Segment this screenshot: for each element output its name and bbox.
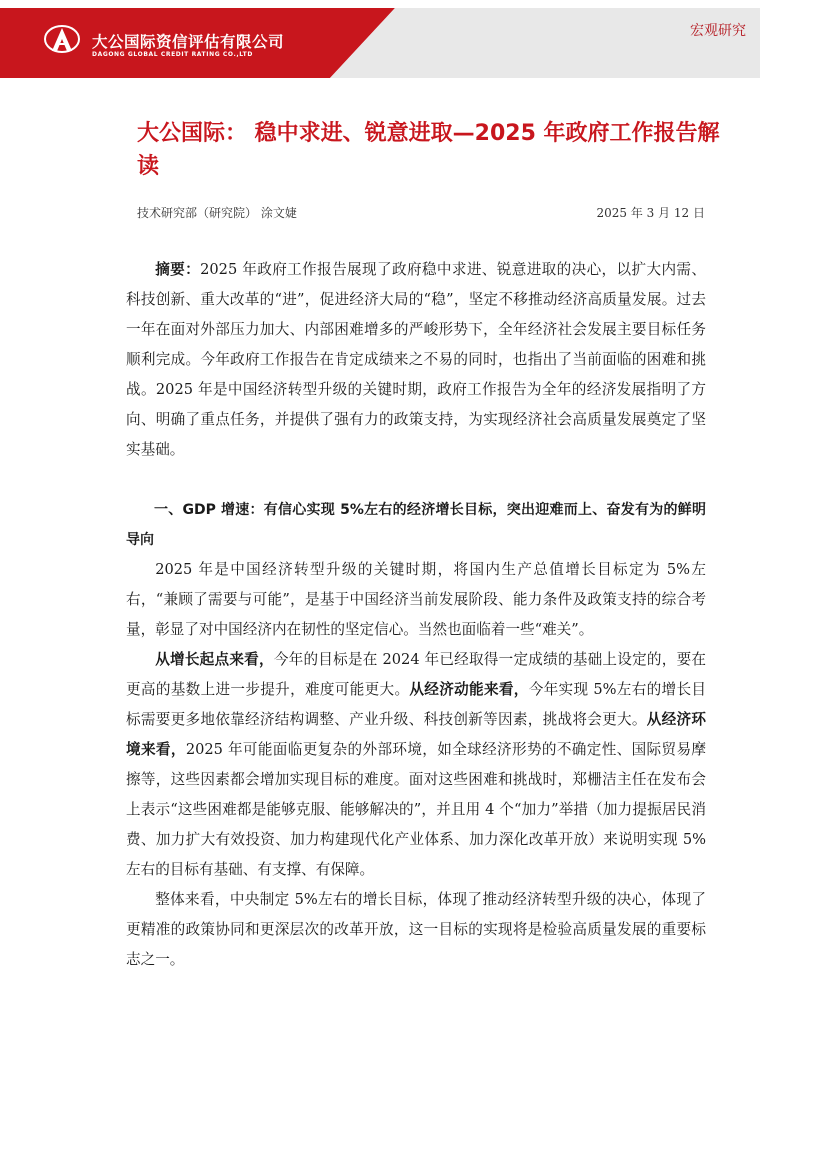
paragraph-text: 今年的目标是在 2024 年已经取得一定成绩的基础上设定的，要在更高的基数上进一步提升，难度可能更大。 — [126, 651, 706, 698]
bold-phrase: 从经济环境来看， — [126, 711, 706, 758]
section-paragraph: 整体来看，中央制定 5%左右的增长目标，体现了推动经济转型升级的决心，体现了更精准的政策协同和更深层次的改革开放，这一目标的实现将是检验高质量发展的重要标志之一。 — [126, 891, 706, 968]
report-body — [126, 255, 706, 975]
author: 技术研究部（研究院） 涂文婕 — [137, 206, 297, 220]
section-label: 宏观研究 — [690, 23, 746, 39]
page-header — [0, 0, 826, 80]
company-logo — [44, 24, 285, 64]
company-name-en: DAGONG GLOBAL CREDIT RATING CO.,LTD — [92, 51, 253, 58]
report-title: 大公国际： 稳中求进、锐意进取—2025 年政府工作报告解读 — [137, 121, 720, 179]
section-paragraph — [126, 645, 706, 885]
abstract-label: 摘要： — [155, 261, 201, 278]
section-paragraph: 2025 年是中国经济转型升级的关键时期，将国内生产总值增长目标定为 5%左右，“兼顾了需要与可能”，是基于中国经济当前发展阶段、能力条件及政策支持的综合考量，彰显了对中国经济内在韧性的坚定信心。当然也面临着一些“难关”。 — [126, 561, 706, 638]
section-heading: 一、GDP 增速：有信心实现 5%左右的经济增长目标，突出迎难而上、奋发有为的鲜明导向 — [126, 502, 706, 548]
company-name-cn: 大公国际资信评估有限公司 — [92, 33, 285, 51]
abstract-text: 2025 年政府工作报告展现了政府稳中求进、锐意进取的决心，以扩大内需、科技创新、重大改革的“进”，促进经济大局的“稳”，坚定不移推动经济高质量发展。过去一年在面对外部压力加大、内部困难增多的严峻形势下，全年经济社会发展主要目标任务顺利完成。今年政府工作报告在肯定成绩来之不易的同时，也指出了当前面临的困难和挑战。2025 年是中国经济转型升级的关键时期，政府工作报告为全年的经济发展指明了方向、明确了重点任务，并提供了强有力的政策支持，为实现经济社会高质量发展奠定了坚实基础。 — [126, 261, 706, 458]
report-meta — [137, 204, 705, 221]
gray-banner — [330, 8, 760, 78]
report-date: 2025 年 3 月 12 日 — [596, 206, 705, 220]
dagong-logo-icon — [44, 24, 84, 54]
bold-phrase: 从经济动能来看， — [409, 681, 529, 698]
paragraph-text: 今年实现 5%左右的增长目标需要更多地依靠经济结构调整、产业升级、科技创新等因素，挑战将会更大。 — [126, 681, 706, 728]
abstract-paragraph — [126, 255, 706, 465]
paragraph-text: 2025 年可能面临更复杂的外部环境，如全球经济形势的不确定性、国际贸易摩擦等，这些因素都会增加实现目标的难度。面对这些困难和挑战时，郑栅洁主任在发布会上表示“这些困难都是能够克服、能够解决的”，并且用 4 个“加力”举措（加力提振居民消费、加力扩大有效投资、加力构建现代化产业体系、加力深化改革开放）来说明实现 5%左右的目标有基础、有支撑、有保障。 — [126, 741, 706, 878]
bold-phrase: 从增长起点来看， — [155, 651, 274, 668]
